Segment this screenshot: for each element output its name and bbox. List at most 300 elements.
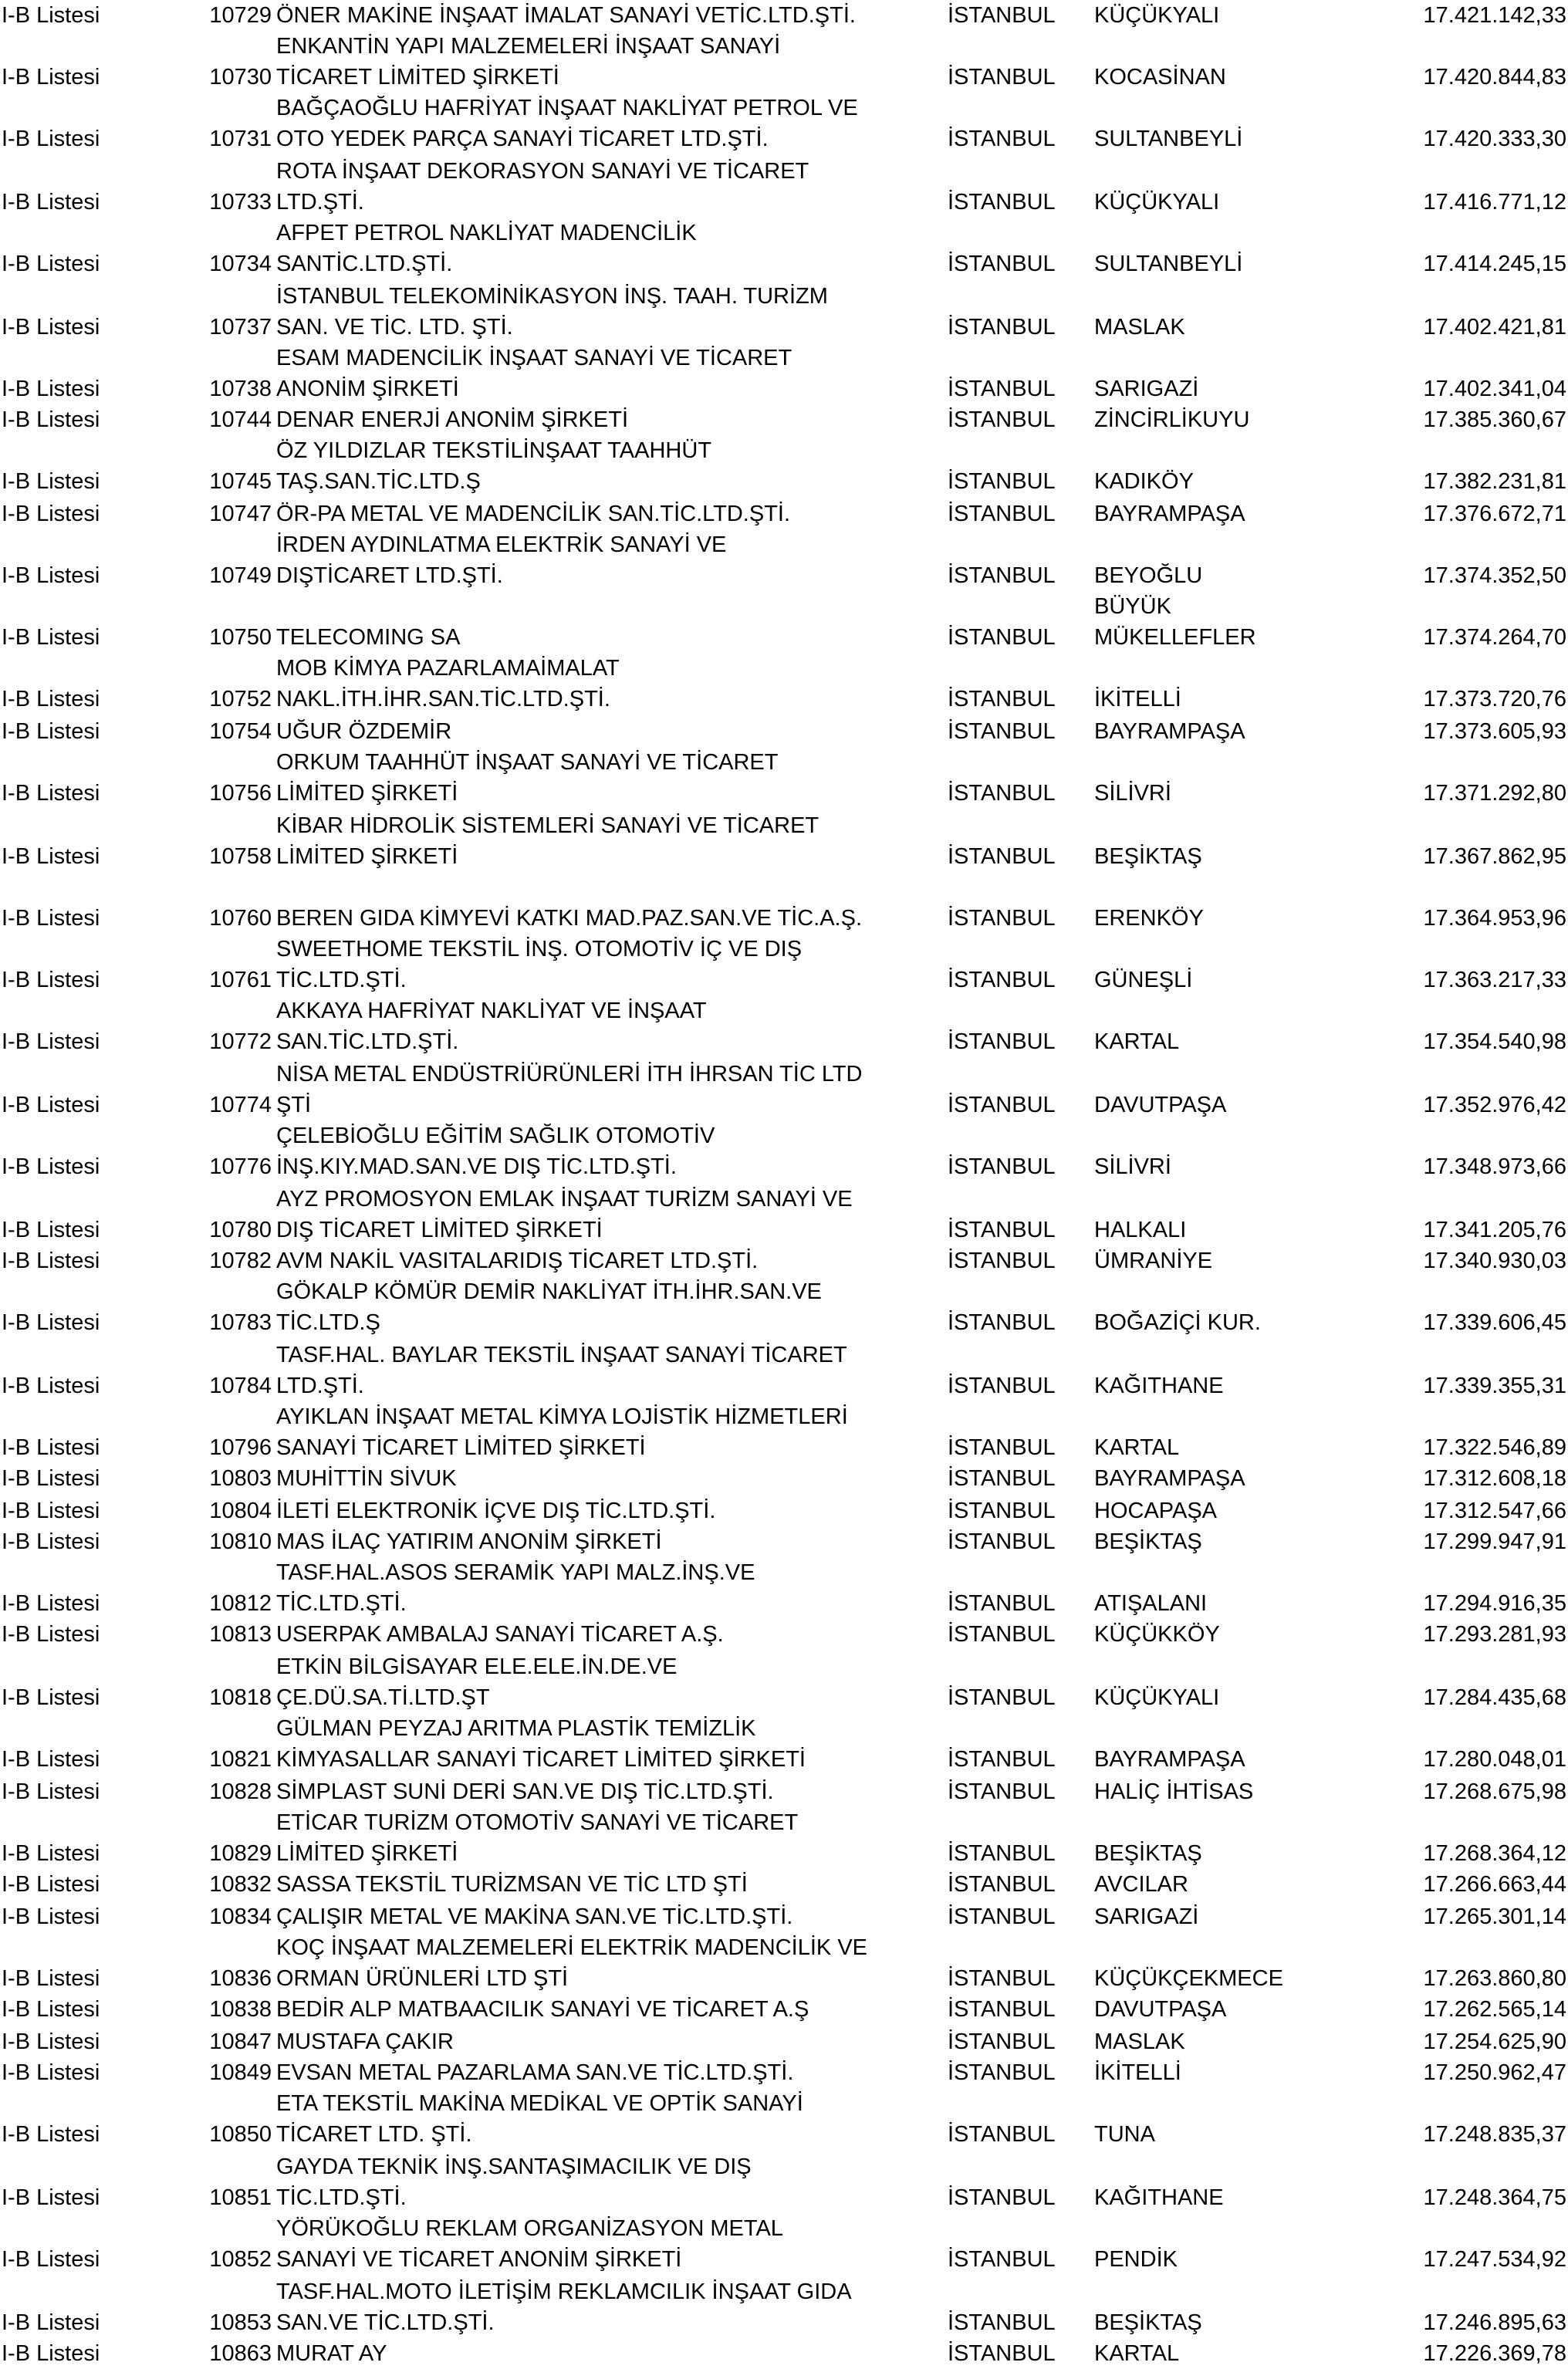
debt-amount: 17.420.844,83	[1423, 65, 1566, 90]
company-name-line-1: NİSA METAL ENDÜSTRİÜRÜNLERİ İTH İHRSAN TİC LTD	[276, 1062, 863, 1086]
company-name: MAS İLAÇ YATIRIM ANONİM ŞİRKETİ	[276, 1529, 662, 1554]
company-name-line-1: GÜLMAN PEYZAJ ARITMA PLASTİK TEMİZLİK	[276, 1716, 756, 1741]
row-number: 10852	[209, 2247, 272, 2272]
company-name: SANTİC.LTD.ŞTİ.	[276, 252, 453, 276]
company-name: İLETİ ELEKTRONİK İÇVE DIŞ TİC.LTD.ŞTİ.	[276, 1499, 716, 1523]
city: İSTANBUL	[948, 469, 1056, 494]
debt-amount: 17.385.360,67	[1423, 407, 1566, 432]
row-number: 10863	[209, 2341, 272, 2366]
table-row	[0, 1744, 1568, 1775]
table-row	[0, 466, 1568, 497]
tax-office: KÜÇÜKYALI	[1094, 1685, 1220, 1710]
list-type: I-B Listesi	[2, 377, 100, 401]
row-number: 10749	[209, 563, 272, 588]
row-number: 10821	[209, 1747, 272, 1772]
list-type: I-B Listesi	[2, 315, 100, 340]
list-type: I-B Listesi	[2, 407, 100, 432]
tax-office: PENDİK	[1094, 2247, 1178, 2272]
list-type: I-B Listesi	[2, 65, 100, 90]
table-row	[0, 2182, 1568, 2213]
company-name-line-1: MOB KİMYA PAZARLAMAİMALAT	[276, 656, 620, 681]
table-row	[0, 1151, 1568, 1182]
company-name: SASSA TEKSTİL TURİZMSAN VE TİC LTD ŞTİ	[276, 1872, 748, 1897]
debt-amount: 17.322.546,89	[1423, 1435, 1566, 1460]
row-number: 10737	[209, 315, 272, 340]
tax-office: BAYRAMPAŞA	[1094, 1747, 1245, 1772]
city: İSTANBUL	[948, 2310, 1056, 2335]
list-type: I-B Listesi	[2, 1466, 100, 1491]
table-row	[0, 2057, 1568, 2088]
list-type: I-B Listesi	[2, 1093, 100, 1117]
company-name: LİMİTED ŞİRKETİ	[276, 1841, 458, 1866]
debt-amount: 17.340.930,03	[1423, 1249, 1566, 1273]
tax-office: HALİÇ İHTİSAS	[1094, 1779, 1254, 1804]
debt-amount: 17.268.364,12	[1423, 1841, 1566, 1866]
table-row	[0, 1901, 1568, 1932]
debt-amount: 17.352.976,42	[1423, 1093, 1566, 1117]
company-name: MUSTAFA ÇAKIR	[276, 2029, 454, 2054]
debt-amount: 17.382.231,81	[1423, 469, 1566, 494]
company-name: AVM NAKİL VASITALARIDIŞ TİCARET LTD.ŞTİ.	[276, 1249, 759, 1273]
company-name: USERPAK AMBALAJ SANAYİ TİCARET A.Ş.	[276, 1622, 724, 1647]
debt-amount: 17.339.606,45	[1423, 1310, 1566, 1335]
tax-office: KOCASİNAN	[1094, 65, 1226, 90]
row-number: 10754	[209, 719, 272, 744]
debt-amount: 17.299.947,91	[1423, 1529, 1566, 1554]
city: İSTANBUL	[948, 1093, 1056, 1117]
debt-amount: 17.402.421,81	[1423, 315, 1566, 340]
debt-amount: 17.420.333,30	[1423, 127, 1566, 151]
company-name-line-1: TASF.HAL. BAYLAR TEKSTİL İNŞAAT SANAYİ TİCARET	[276, 1343, 847, 1367]
city: İSTANBUL	[948, 502, 1056, 526]
tax-office: BOĞAZİÇİ KUR.	[1094, 1310, 1261, 1335]
city: İSTANBUL	[948, 1747, 1056, 1772]
company-name-line-1: TASF.HAL.ASOS SERAMİK YAPI MALZ.İNŞ.VE	[276, 1560, 755, 1585]
company-name: BEDİR ALP MATBAACILIK SANAYİ VE TİCARET A.Ş	[276, 1997, 809, 2022]
debt-amount: 17.246.895,63	[1423, 2310, 1566, 2335]
company-name: ORMAN ÜRÜNLERİ LTD ŞTİ	[276, 1966, 569, 1991]
tax-office: KARTAL	[1094, 2341, 1180, 2366]
tax-office: BAYRAMPAŞA	[1094, 1466, 1245, 1491]
debt-amount: 17.248.364,75	[1423, 2185, 1566, 2210]
company-name: ÖNER MAKİNE İNŞAAT İMALAT SANAYİ VETİC.LTD.ŞTİ.	[276, 3, 856, 28]
list-type: I-B Listesi	[2, 1154, 100, 1179]
tax-office: KARTAL	[1094, 1029, 1180, 1054]
company-name-line-1: TASF.HAL.MOTO İLETİŞİM REKLAMCILIK İNŞAAT GIDA	[276, 2279, 852, 2304]
tax-office: KÜÇÜKYALI	[1094, 190, 1220, 215]
company-name: SAN. VE TİC. LTD. ŞTİ.	[276, 315, 513, 340]
row-number: 10804	[209, 1499, 272, 1523]
row-number: 10774	[209, 1093, 272, 1117]
table-row	[0, 1588, 1568, 1619]
city: İSTANBUL	[948, 2060, 1056, 2085]
company-name: TİCARET LİMİTED ŞİRKETİ	[276, 65, 559, 90]
list-type: I-B Listesi	[2, 2060, 100, 2085]
company-name: TİC.LTD.ŞTİ.	[276, 968, 407, 992]
city: İSTANBUL	[948, 844, 1056, 869]
company-name-line-1: ORKUM TAAHHÜT İNŞAAT SANAYİ VE TİCARET	[276, 750, 779, 775]
list-type: I-B Listesi	[2, 127, 100, 151]
tax-office: HALKALI	[1094, 1218, 1187, 1242]
row-number: 10758	[209, 844, 272, 869]
tax-office: BEŞİKTAŞ	[1094, 2310, 1202, 2335]
list-type: I-B Listesi	[2, 2341, 100, 2366]
city: İSTANBUL	[948, 2247, 1056, 2272]
row-number: 10853	[209, 2310, 272, 2335]
debt-amount: 17.348.973,66	[1423, 1154, 1566, 1179]
city: İSTANBUL	[948, 563, 1056, 588]
debt-amount: 17.421.142,33	[1423, 3, 1566, 28]
table-row	[0, 1432, 1568, 1463]
tax-office: ATIŞALANI	[1094, 1591, 1208, 1616]
list-type: I-B Listesi	[2, 1747, 100, 1772]
row-number: 10803	[209, 1466, 272, 1491]
list-type: I-B Listesi	[2, 2310, 100, 2335]
city: İSTANBUL	[948, 1374, 1056, 1398]
list-type: I-B Listesi	[2, 1966, 100, 1991]
tax-office: KÜÇÜKKÖY	[1094, 1622, 1220, 1647]
company-name: SANAYİ VE TİCARET ANONİM ŞİRKETİ	[276, 2247, 682, 2272]
city: İSTANBUL	[948, 1872, 1056, 1897]
list-type: I-B Listesi	[2, 1029, 100, 1054]
company-name: LİMİTED ŞİRKETİ	[276, 781, 458, 806]
company-name-line-1: BAĞÇAOĞLU HAFRİYAT İNŞAAT NAKLİYAT PETROL VE	[276, 96, 858, 120]
list-type: I-B Listesi	[2, 968, 100, 992]
company-name-line-1: AYZ PROMOSYON EMLAK İNŞAAT TURİZM SANAYİ VE	[276, 1187, 853, 1212]
row-number: 10782	[209, 1249, 272, 1273]
list-type: I-B Listesi	[2, 2122, 100, 2147]
table-row	[0, 373, 1568, 404]
list-type: I-B Listesi	[2, 1374, 100, 1398]
list-type: I-B Listesi	[2, 1622, 100, 1647]
table-row	[0, 1619, 1568, 1650]
tax-office-line-1: BÜYÜK	[1094, 594, 1171, 619]
tax-office: SARIGAZİ	[1094, 377, 1199, 401]
table-row	[0, 716, 1568, 747]
row-number: 10838	[209, 1997, 272, 2022]
company-name: SAN.VE TİC.LTD.ŞTİ.	[276, 2310, 495, 2335]
company-name: SİMPLAST SUNİ DERİ SAN.VE DIŞ TİC.LTD.ŞTİ.	[276, 1779, 774, 1804]
company-name: EVSAN METAL PAZARLAMA SAN.VE TİC.LTD.ŞTİ.	[276, 2060, 794, 2085]
tax-office: DAVUTPAŞA	[1094, 1093, 1227, 1117]
company-name: BEREN GIDA KİMYEVİ KATKI MAD.PAZ.SAN.VE TİC.A.Ş.	[276, 906, 863, 931]
debt-amount: 17.263.860,80	[1423, 1966, 1566, 1991]
company-name-line-1: ETA TEKSTİL MAKİNA MEDİKAL VE OPTİK SANAYİ	[276, 2091, 803, 2116]
debt-amount: 17.312.608,18	[1423, 1466, 1566, 1491]
company-name: DIŞTİCARET LTD.ŞTİ.	[276, 563, 503, 588]
company-name-line-1: GÖKALP KÖMÜR DEMİR NAKLİYAT İTH.İHR.SAN.VE	[276, 1279, 822, 1304]
list-type: I-B Listesi	[2, 502, 100, 526]
list-type: I-B Listesi	[2, 1841, 100, 1866]
table-row	[0, 1495, 1568, 1526]
row-number: 10832	[209, 1872, 272, 1897]
company-name: LTD.ŞTİ.	[276, 190, 364, 215]
tax-office: MÜKELLEFLER	[1094, 625, 1256, 650]
city: İSTANBUL	[948, 687, 1056, 711]
table-row	[0, 1245, 1568, 1276]
table-row	[0, 1869, 1568, 1900]
table-row	[0, 404, 1568, 435]
company-name-line-1: İSTANBUL TELEKOMİNİKASYON İNŞ. TAAH. TURİZM	[276, 284, 828, 309]
table-row	[0, 2026, 1568, 2057]
debt-amount: 17.247.534,92	[1423, 2247, 1566, 2272]
table-row	[0, 1682, 1568, 1713]
company-name: ANONİM ŞİRKETİ	[276, 377, 459, 401]
list-type: I-B Listesi	[2, 1249, 100, 1273]
company-name: TİC.LTD.ŞTİ.	[276, 2185, 407, 2210]
list-type: I-B Listesi	[2, 1591, 100, 1616]
company-name-line-1: ÖZ YILDIZLAR TEKSTİLİNŞAAT TAAHHÜT	[276, 438, 712, 463]
list-type: I-B Listesi	[2, 469, 100, 494]
row-number: 10772	[209, 1029, 272, 1054]
row-number: 10847	[209, 2029, 272, 2054]
row-number: 10849	[209, 2060, 272, 2085]
debt-amount: 17.280.048,01	[1423, 1747, 1566, 1772]
city: İSTANBUL	[948, 1997, 1056, 2022]
city: İSTANBUL	[948, 252, 1056, 276]
row-number: 10780	[209, 1218, 272, 1242]
row-number: 10783	[209, 1310, 272, 1335]
debt-amount: 17.376.672,71	[1423, 502, 1566, 526]
table-row	[0, 778, 1568, 809]
list-type: I-B Listesi	[2, 1685, 100, 1710]
table-row	[0, 1963, 1568, 1994]
city: İSTANBUL	[948, 1841, 1056, 1866]
list-type: I-B Listesi	[2, 2029, 100, 2054]
table-row	[0, 312, 1568, 343]
row-number: 10733	[209, 190, 272, 215]
tax-office: KÜÇÜKÇEKMECE	[1094, 1966, 1283, 1991]
row-number: 10729	[209, 3, 272, 28]
list-type: I-B Listesi	[2, 719, 100, 744]
debt-amount: 17.265.301,14	[1423, 1904, 1566, 1929]
list-type: I-B Listesi	[2, 2185, 100, 2210]
city: İSTANBUL	[948, 1904, 1056, 1929]
company-name-line-1: KİBAR HİDROLİK SİSTEMLERİ SANAYİ VE TİCARET	[276, 813, 819, 838]
tax-office: BEYOĞLU	[1094, 563, 1203, 588]
row-number: 10796	[209, 1435, 272, 1460]
debt-amount: 17.374.352,50	[1423, 563, 1566, 588]
tax-office: KÜÇÜKYALI	[1094, 3, 1220, 28]
list-type: I-B Listesi	[2, 1218, 100, 1242]
company-name: SANAYİ TİCARET LİMİTED ŞİRKETİ	[276, 1435, 646, 1460]
row-number: 10836	[209, 1966, 272, 1991]
tax-office: MASLAK	[1094, 315, 1185, 340]
table-row	[0, 622, 1568, 653]
row-number: 10734	[209, 252, 272, 276]
company-name-line-1: ESAM MADENCİLİK İNŞAAT SANAYİ VE TİCARET	[276, 346, 792, 370]
row-number: 10738	[209, 377, 272, 401]
table-row	[0, 1026, 1568, 1057]
tax-office: İKİTELLİ	[1094, 687, 1181, 711]
tax-office: SULTANBEYLİ	[1094, 127, 1243, 151]
tax-office: GÜNEŞLİ	[1094, 968, 1193, 992]
debt-amount: 17.373.605,93	[1423, 719, 1566, 744]
city: İSTANBUL	[948, 719, 1056, 744]
company-name: DIŞ TİCARET LİMİTED ŞİRKETİ	[276, 1218, 603, 1242]
debt-amount: 17.414.245,15	[1423, 252, 1566, 276]
table-row	[0, 187, 1568, 218]
tax-office: SİLİVRİ	[1094, 781, 1171, 806]
company-name-line-1: ETİCAR TURİZM OTOMOTİV SANAYİ VE TİCARET	[276, 1810, 799, 1835]
company-name: TİCARET LTD. ŞTİ.	[276, 2122, 472, 2147]
list-type: I-B Listesi	[2, 1499, 100, 1523]
city: İSTANBUL	[948, 906, 1056, 931]
company-name: NAKL.İTH.İHR.SAN.TİC.LTD.ŞTİ.	[276, 687, 610, 711]
debt-amount: 17.294.916,35	[1423, 1591, 1566, 1616]
city: İSTANBUL	[948, 1779, 1056, 1804]
list-type: I-B Listesi	[2, 3, 100, 28]
tax-office: TUNA	[1094, 2122, 1155, 2147]
city: İSTANBUL	[948, 1529, 1056, 1554]
table-row	[0, 903, 1568, 934]
table-row	[0, 560, 1568, 591]
list-type: I-B Listesi	[2, 844, 100, 869]
debt-amount: 17.364.953,96	[1423, 906, 1566, 931]
list-type: I-B Listesi	[2, 190, 100, 215]
row-number: 10810	[209, 1529, 272, 1554]
row-number: 10731	[209, 127, 272, 151]
list-type: I-B Listesi	[2, 625, 100, 650]
debt-amount: 17.416.771,12	[1423, 190, 1566, 215]
city: İSTANBUL	[948, 65, 1056, 90]
debt-amount: 17.293.281,93	[1423, 1622, 1566, 1647]
tax-office: İKİTELLİ	[1094, 2060, 1181, 2085]
row-number: 10761	[209, 968, 272, 992]
debt-amount: 17.339.355,31	[1423, 1374, 1566, 1398]
list-type: I-B Listesi	[2, 1997, 100, 2022]
list-type: I-B Listesi	[2, 687, 100, 711]
company-name: SAN.TİC.LTD.ŞTİ.	[276, 1029, 459, 1054]
list-type: I-B Listesi	[2, 563, 100, 588]
tax-office: BEŞİKTAŞ	[1094, 1841, 1202, 1866]
company-name: ŞTİ	[276, 1093, 312, 1117]
row-number: 10747	[209, 502, 272, 526]
city: İSTANBUL	[948, 1622, 1056, 1647]
row-number: 10834	[209, 1904, 272, 1929]
row-number: 10813	[209, 1622, 272, 1647]
city: İSTANBUL	[948, 1218, 1056, 1242]
city: İSTANBUL	[948, 1466, 1056, 1491]
list-type: I-B Listesi	[2, 1872, 100, 1897]
city: İSTANBUL	[948, 1685, 1056, 1710]
table-row	[0, 1215, 1568, 1245]
company-name: KİMYASALLAR SANAYİ TİCARET LİMİTED ŞİRKETİ	[276, 1747, 806, 1772]
company-name: LİMİTED ŞİRKETİ	[276, 844, 458, 869]
table-row	[0, 248, 1568, 279]
debt-amount: 17.254.625,90	[1423, 2029, 1566, 2054]
city: İSTANBUL	[948, 1029, 1056, 1054]
row-number: 10744	[209, 407, 272, 432]
city: İSTANBUL	[948, 2341, 1056, 2366]
city: İSTANBUL	[948, 1310, 1056, 1335]
city: İSTANBUL	[948, 190, 1056, 215]
company-name: DENAR ENERJİ ANONİM ŞİRKETİ	[276, 407, 629, 432]
debt-amount: 17.341.205,76	[1423, 1218, 1566, 1242]
tax-office: HOCAPAŞA	[1094, 1499, 1218, 1523]
debt-amount: 17.363.217,33	[1423, 968, 1566, 992]
table-row	[0, 1370, 1568, 1401]
table-row	[0, 1838, 1568, 1869]
list-type: I-B Listesi	[2, 2247, 100, 2272]
tax-office: DAVUTPAŞA	[1094, 1997, 1227, 2022]
debt-amount: 17.226.369,78	[1423, 2341, 1566, 2366]
row-number: 10850	[209, 2122, 272, 2147]
company-name-line-1: SWEETHOME TEKSTİL İNŞ. OTOMOTİV İÇ VE DIŞ	[276, 937, 803, 961]
row-number: 10756	[209, 781, 272, 806]
list-type: I-B Listesi	[2, 252, 100, 276]
tax-office: AVCILAR	[1094, 1872, 1188, 1897]
debt-amount: 17.262.565,14	[1423, 1997, 1566, 2022]
city: İSTANBUL	[948, 781, 1056, 806]
tax-office: SULTANBEYLİ	[1094, 252, 1243, 276]
list-type: I-B Listesi	[2, 1310, 100, 1335]
company-name-line-1: AFPET PETROL NAKLİYAT MADENCİLİK	[276, 221, 697, 245]
company-name-line-1: ÇELEBİOĞLU EĞİTİM SAĞLIK OTOMOTİV	[276, 1124, 715, 1148]
company-name: ÖR-PA METAL VE MADENCİLİK SAN.TİC.LTD.ŞTİ.	[276, 502, 791, 526]
company-name: LTD.ŞTİ.	[276, 1374, 364, 1398]
city: İSTANBUL	[948, 1966, 1056, 1991]
tax-office: KAĞITHANE	[1094, 1374, 1224, 1398]
table-row	[0, 498, 1568, 529]
city: İSTANBUL	[948, 2185, 1056, 2210]
row-number: 10730	[209, 65, 272, 90]
debt-amount: 17.374.264,70	[1423, 625, 1566, 650]
company-name-line-1: ENKANTİN YAPI MALZEMELERİ İNŞAAT SANAYİ	[276, 34, 781, 59]
table-row	[0, 2307, 1568, 2338]
list-type: I-B Listesi	[2, 1529, 100, 1554]
city: İSTANBUL	[948, 1435, 1056, 1460]
city: İSTANBUL	[948, 968, 1056, 992]
row-number: 10750	[209, 625, 272, 650]
table-row	[0, 684, 1568, 715]
list-type: I-B Listesi	[2, 906, 100, 931]
row-number: 10829	[209, 1841, 272, 1866]
debt-amount: 17.284.435,68	[1423, 1685, 1566, 1710]
city: İSTANBUL	[948, 1249, 1056, 1273]
table-row	[0, 841, 1568, 872]
company-name: ÇE.DÜ.SA.Tİ.LTD.ŞT	[276, 1685, 490, 1710]
table-row	[0, 965, 1568, 995]
table-row	[0, 0, 1568, 31]
table-row	[0, 1463, 1568, 1494]
company-name: MURAT AY	[276, 2341, 387, 2366]
tax-office: KARTAL	[1094, 1435, 1180, 1460]
company-name-line-1: İRDEN AYDINLATMA ELEKTRİK SANAYİ VE	[276, 532, 727, 557]
city: İSTANBUL	[948, 2029, 1056, 2054]
city: İSTANBUL	[948, 315, 1056, 340]
debt-amount: 17.250.962,47	[1423, 2060, 1566, 2085]
company-name: UĞUR ÖZDEMİR	[276, 719, 452, 744]
table-row	[0, 1994, 1568, 2025]
table-row	[0, 2244, 1568, 2275]
debt-amount: 17.367.862,95	[1423, 844, 1566, 869]
debt-amount: 17.354.540,98	[1423, 1029, 1566, 1054]
debt-amount: 17.248.835,37	[1423, 2122, 1566, 2147]
tax-office: BEŞİKTAŞ	[1094, 844, 1202, 869]
company-name-line-1: ETKİN BİLGİSAYAR ELE.ELE.İN.DE.VE	[276, 1654, 678, 1679]
city: İSTANBUL	[948, 1591, 1056, 1616]
city: İSTANBUL	[948, 2122, 1056, 2147]
table-row	[0, 1526, 1568, 1557]
list-type: I-B Listesi	[2, 1435, 100, 1460]
company-name-line-1: YÖRÜKOĞLU REKLAM ORGANİZASYON METAL	[276, 2216, 783, 2241]
row-number: 10818	[209, 1685, 272, 1710]
debt-amount: 17.373.720,76	[1423, 687, 1566, 711]
row-number: 10745	[209, 469, 272, 494]
city: İSTANBUL	[948, 3, 1056, 28]
company-name: OTO YEDEK PARÇA SANAYİ TİCARET LTD.ŞTİ.	[276, 127, 769, 151]
